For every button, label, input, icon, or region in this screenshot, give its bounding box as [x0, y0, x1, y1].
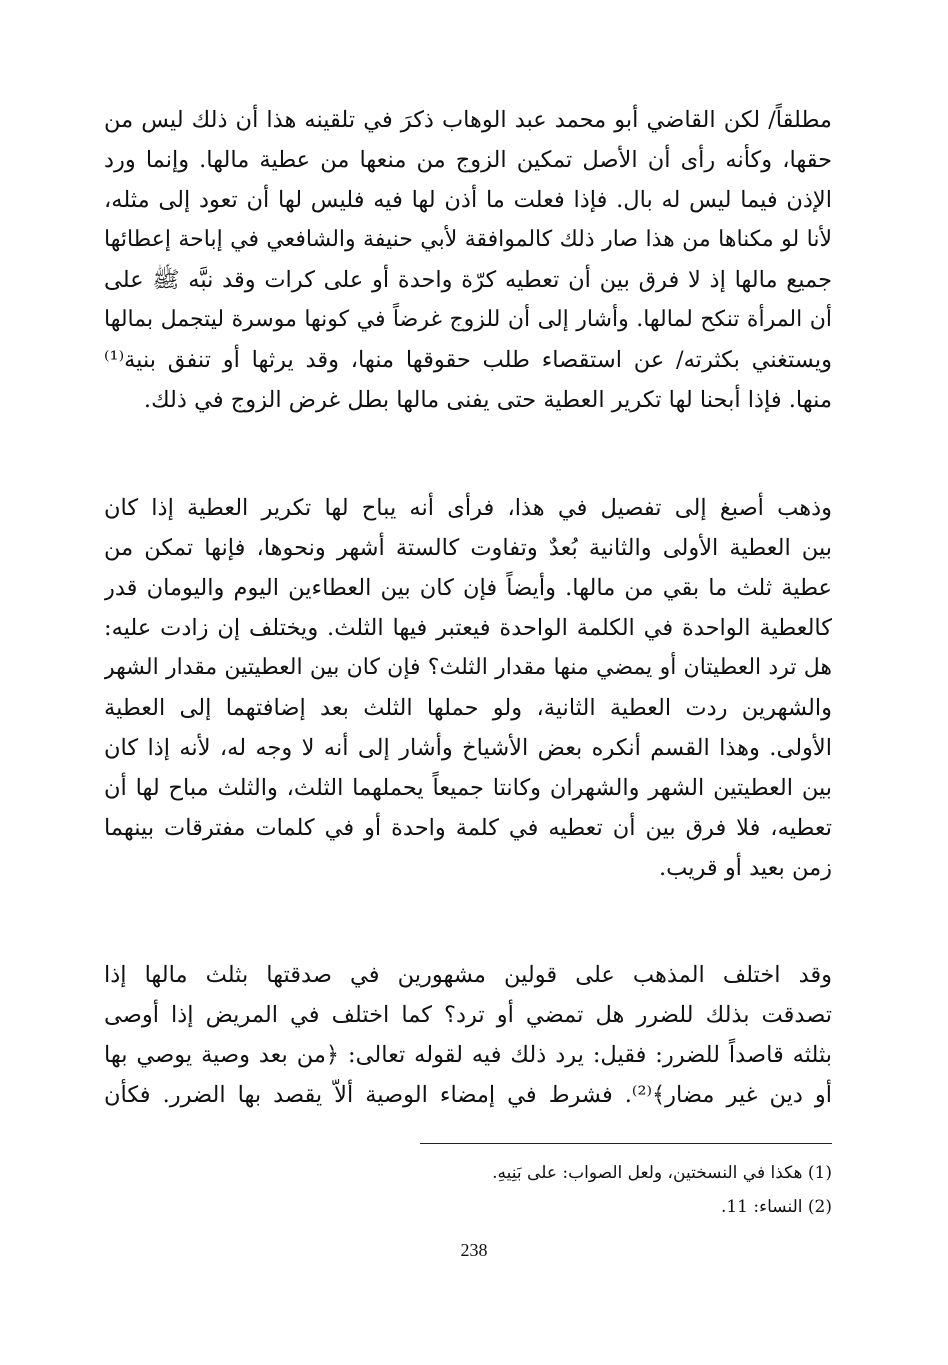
- text-line: وذهب أصبغ إلى تفصيل في هذا، فرأى أنه يباح لها تكرير العطية إذا كان: [104, 495, 832, 521]
- text-line: عطية ثلث ما بقي من مالها. وأيضاً فإن كان بين العطاءين اليوم واليومان قدر: [104, 575, 832, 601]
- text-line: أن المرأة تنكح لمالها. وأشار إلى أن للزوج غرضاً في كونها موسرة ليتجمل بمالها: [104, 307, 832, 332]
- paragraph-3: [104, 955, 832, 1115]
- footnote-divider: [420, 1143, 832, 1144]
- text-line: حقها، وكأنه رأى أن الأصل تمكين الزوج من منعها من عطية مالها. وإنما ورد: [104, 147, 832, 173]
- text-line: بثلثه قاصداً للضرر: فقيل: يرد ذلك فيه لقوله تعالى: ﴿من بعد وصية يوصي بها: [104, 1042, 832, 1068]
- paragraph-1: [104, 100, 832, 420]
- footnote-1: (1) هكذا في النسختين، ولعل الصواب: على بَنِيهِ.: [492, 1163, 832, 1183]
- paragraph-2: [104, 488, 832, 888]
- text-line: تصدقت بذلك للضرر هل تمضي أو ترد؟ كما اختلف في المريض إذا أوصى: [104, 1002, 832, 1028]
- text-line: أو دين غير مضار﴾⁽²⁾. فشرط في إمضاء الوصية ألاّ يقصد بها الضرر. فكأن: [104, 1082, 832, 1108]
- text-line: جميع مالها إذ لا فرق بين أن تعطيه كرّة واحدة أو على كرات وقد نبَّه ﷺ على: [104, 267, 832, 293]
- text-line: بين العطيتين الشهر والشهران وكانتا جميعاً يحملهما الثلث، والثلث مباح لها أن: [104, 775, 832, 801]
- text-line: وقد اختلف المذهب على قولين مشهورين في صدقتها بثلث مالها إذا: [104, 962, 832, 988]
- text-line: الأولى. وهذا القسم أنكره بعض الأشياخ وأشار إلى أنه لا وجه له، لأنه إذا كان: [104, 735, 832, 761]
- text-line: لأنا لو مكناها من هذا صار ذلك كالموافقة لأبي حنيفة والشافعي في إباحة إعطائها: [104, 227, 832, 252]
- text-line: بين العطية الأولى والثانية بُعدٌ وتفاوت كالستة أشهر ونحوها، فإنها تمكن من: [104, 535, 832, 561]
- page-number: 238: [460, 1240, 488, 1260]
- text-line: مطلقاً/ لكن القاضي أبو محمد عبد الوهاب ذكرَ في تلقينه هذا أن ذلك ليس من: [104, 107, 832, 133]
- text-line: زمن بعيد أو قريب.: [658, 855, 832, 881]
- text-line: منها. فإذا أبحنا لها تكرير العطية حتى يفنى مالها بطل غرض الزوج في ذلك.: [143, 387, 832, 413]
- text-line: الإذن فيما ليس له بال. فإذا فعلت ما أذن لها فيه فليس لها أن تعود إلى مثله،: [104, 187, 832, 213]
- text-line: والشهرين ردت العطية الثانية، ولو حملها الثلث بعد إضافتهما إلى العطية: [104, 695, 832, 721]
- footnotes: [104, 1156, 832, 1224]
- text-line: هل ترد العطيتان أو يمضي منها مقدار الثلث؟ فإن كان بين العطيتين مقدار الشهر: [104, 655, 832, 680]
- text-line: تعطيه، فلا فرق بين أن تعطيه في كلمة واحدة أو في كلمات مفترقات بينهما: [104, 815, 832, 841]
- text-line: كالعطية الواحدة في الكلمة الواحدة فيعتبر فيها الثلث. ويختلف إن زادت عليه:: [104, 615, 832, 641]
- footnote-2: (2) النساء: 11.: [720, 1197, 832, 1217]
- text-line: ويستغني بكثرته/ عن استقصاء طلب حقوقها منها، وقد يرثها أو تنفق بنية⁽¹⁾: [104, 347, 832, 373]
